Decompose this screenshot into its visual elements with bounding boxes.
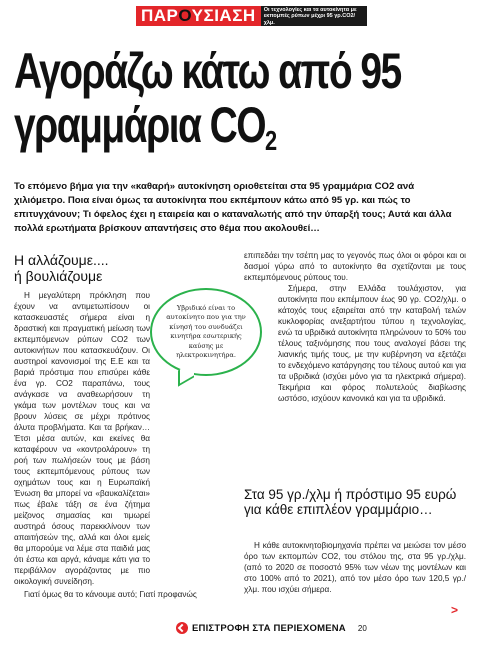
right-column-lower (244, 540, 466, 595)
pull-quote (150, 288, 262, 376)
right-subheading: Στα 95 γρ./χλμ ή πρόστιμο 95 ευρώ για κάθε επιπλέον γραμμάριο… (244, 487, 457, 517)
title-line-1: Αγοράζω κάτω από 95 (14, 43, 401, 99)
pull-quote-text: Υβριδικό είναι το αυτοκίνητο που για την κίνησή του συνδυάζει κινητήρα εσωτερικής καύσης με ηλεκτροκινητήρα. (166, 303, 246, 359)
left-subheading-line-2: ή βουλιάζουμε (14, 268, 103, 284)
section-label: ΠΑΡΟΥΣΙΑΣΗ (136, 6, 261, 26)
back-arrow-icon (176, 622, 188, 634)
left-paragraph: Γιατί όμως θα το κάνουμε αυτό; Γιατί προφανώς (24, 590, 197, 599)
section-note: Οι τεχνολογίες και τα αυτοκίνητα με εκπομπές ρύπων μέχρι 95 γρ.CO2/χλμ. (261, 6, 367, 26)
title-line-2: γραμμάρια $CO_2$ (14, 97, 278, 156)
right-column (244, 250, 466, 404)
left-paragraph: Η μεγαλύτερη πρόκληση που έχουν να αντιμετωπίσουν οι κατασκευαστές σήμερα είναι η δραστική και πραγματική μείωση των εκπεμπόμενων ρύπων CO2 των αυτοκινήτων που κατασκευάζουν. Οι αυστηροί κανονισμοί της Ε.Ε και τα βαριά πρόστιμα που επισύρει κάθε ένα γρ. CO2 παραπάνω, τους ανάγκασε να αναθεωρήσουν τη γκάμα των μοντέλων τους και να βρουν λύσεις σε μέχρι πρότινος άλυτα προβλήματα. Και τα βρήκαν… Έτσι μέσα αυτών, και εκείνες θα καταφέρουν να «κοντρολάρουν» τη ροή των πωλήσεών τους με βάση τους εκπεμπόμενους ρύπους των οχημάτων τους και η Ευρωπαϊκή Ένωση θα μπορεί να «βαυκαλίζεται» πως έβαλε τάξη σε ένα ζήτημα μείζονος σημασίας και τιμωρεί αυστηρά όσους παρεκκλίνουν των απαιτήσεών της, αλλά και όλοι εμείς θα μπορούμε να λέμε στα παιδιά μας ότι έστω και αργά, κάναμε κάτι για το περιβάλλον αγοράζοντας με πιο οικολογική συνείδηση. (14, 291, 150, 586)
back-to-contents-label: ΕΠΙΣΤΡΟΦΗ ΣΤΑ ΠΕΡΙΕΧΟΜΕΝΑ (192, 622, 346, 634)
right-paragraph: Σήμερα, στην Ελλάδα τουλάχιστον, για αυτοκίνητα που εκπέμπουν έως 90 γρ. CO2/χλμ. ο κάτοχός τους εξαιρείται από την καταβολή τελών κυκλοφορίας ανεξαρτήτου τύπου η τεχνολογίας, ενώ τα υβριδικά αυτοκίνητα πληρώνουν το 50% του τέλους ταξινόμησης που τους αναλογεί βάσει της λιανικής τιμής τους, με την κυβέρνηση να εξετάζει το ενδεχόμενο κατάργησης του τέλους αυτού και για τα υβριδικά (ισχύει μόνο για τα ηλεκτρικά σήμερα). Τεκμήρια και φόρος πολυτελούς διαβίωσης ωστόσο, ισχύουν κανονικά και για τα υβριδικά. (278, 284, 466, 403)
page-title (14, 43, 401, 168)
lead-paragraph: Το επόμενο βήμα για την «καθαρή» αυτοκίνηση οριοθετείται στα 95 γραμμάρια CO2 ανά χιλιόμετρο. Ποια είναι όμως τα αυτοκίνητα που εκπέμπουν κάτω από 95 γρ. και πώς το επιτυγχάνουν; Τι όφελος έχει η εταιρεία και ο καταναλωτής από την ύπαρξή τους; Αυτά και άλλα πολλά ερωτήματα βρίσκουν απαντήσεις στο θέμα που ακολουθεί… (14, 181, 452, 234)
section-tag (136, 6, 367, 26)
left-subheading (14, 252, 214, 284)
page-number: 20 (357, 623, 367, 633)
right-paragraph: επιπεδάει την τσέπη μας το γεγονός πως όλοι οι φόροι και οι δασμοί γύρω από το αυτοκίνητο θα σχετίζονται με τους εκπεμπόμενους ρύπους του. (244, 251, 466, 282)
right-paragraph: Η κάθε αυτοκινητοβιομηχανία πρέπει να μειώσει τον μέσο όρο των εκπομπών CO2, του στόλου της, στα 95 γρ./χλμ. (από το 2020 σε ποσοστό 95% των νέων της μοντέλων και στο 100% από το 2021), από τον μέσο όρο των 120,5 γρ./ χλμ. που ισχύει σήμερα. (244, 541, 466, 594)
back-to-contents[interactable] (176, 622, 367, 634)
left-subheading-line-1: Η αλλάζουμε.... (14, 252, 109, 268)
next-page-icon[interactable]: > (451, 603, 459, 617)
